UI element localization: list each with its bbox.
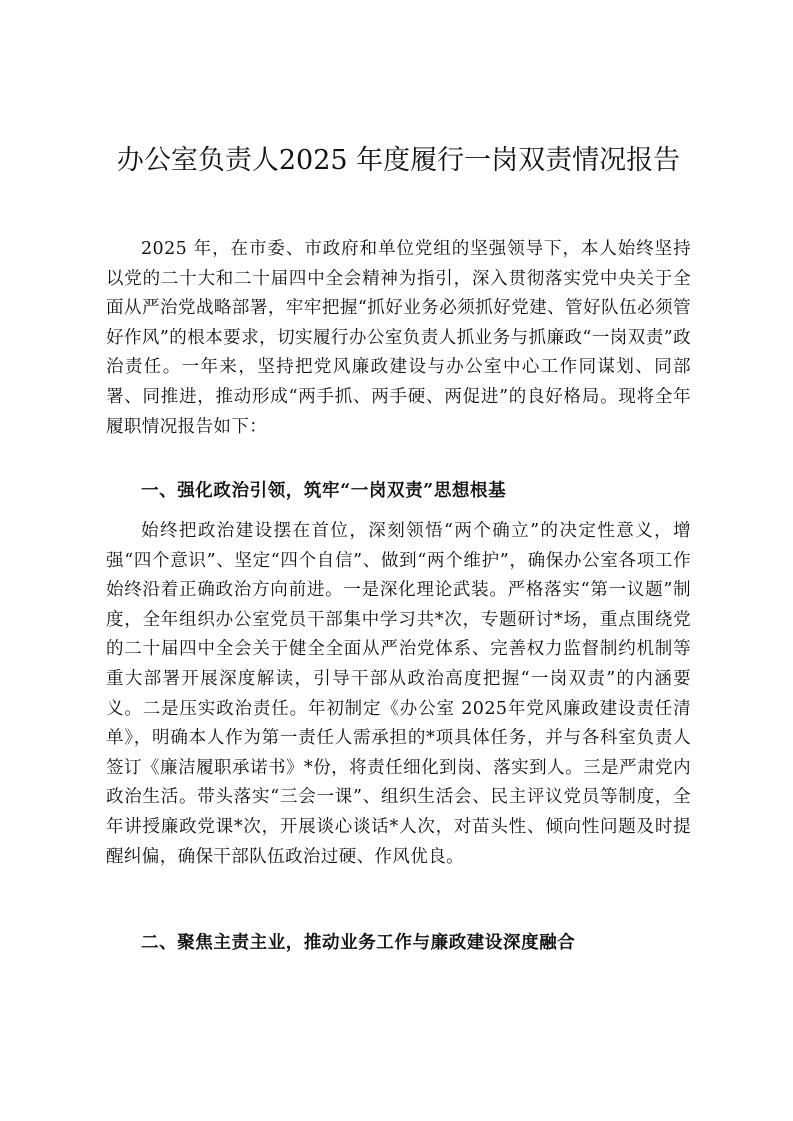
- section-heading-2: 二、聚焦主责主业，推动业务工作与廉政建设深度融合: [141, 933, 576, 953]
- document-title: 办公室负责人2025 年度履行一岗双责情况报告: [116, 145, 681, 176]
- intro-paragraph: 2025 年，在市委、市政府和单位党组的坚强领导下，本人始终坚持以党的二十大和二十届四中全会精神为指引，深入贯彻落实党中央关于全面从严治党战略部署，牢牢把握“抓好业务必须抓好党建、管好队伍必须管好作风”的根本要求，切实履行办公室负责人抓业务与抓廉政“一岗双责”政治责任。一年来，坚持把党风廉政建设与办公室中心工作同谋划、同部署、同推进，推动形成“两手抓、两手硬、两促进”的良好格局。现将全年履职情况报告如下：: [106, 239, 691, 437]
- section-1-paragraph: 始终把政治建设摆在首位，深刻领悟“两个确立”的决定性意义，增强“四个意识”、坚定“四个自信”、做到“两个维护”，确保办公室各项工作始终沿着正确政治方向前进。一是深化理论武装。严格落实“第一议题”制度，全年组织办公室党员干部集中学习共*次，专题研讨*场，重点围绕党的二十届四中全会关于健全全面从严治党体系、完善权力监督制约机制等重大部署开展深度解读，引导干部从政治高度把握“一岗双责”的内涵要义。二是压实政治责任。年初制定《办公室 2025年党风廉政建设责任清单》，明确本人作为第一责任人需承担的*项具体任务，并与各科室负责人签订《廉洁履职承诺书》*份，将责任细化到岗、落实到人。三是严肃党内政治生活。带头落实“三会一课”、组织生活会、民主评议党员等制度，全年讲授廉政党课*次，开展谈心谈话*人次，对苗头性、倾向性问题及时提醒纠偏，确保干部队伍政治过硬、作风优良。: [106, 521, 691, 867]
- section-heading-1: 一、强化政治引领，筑牢“一岗双责”思想根基: [141, 481, 507, 501]
